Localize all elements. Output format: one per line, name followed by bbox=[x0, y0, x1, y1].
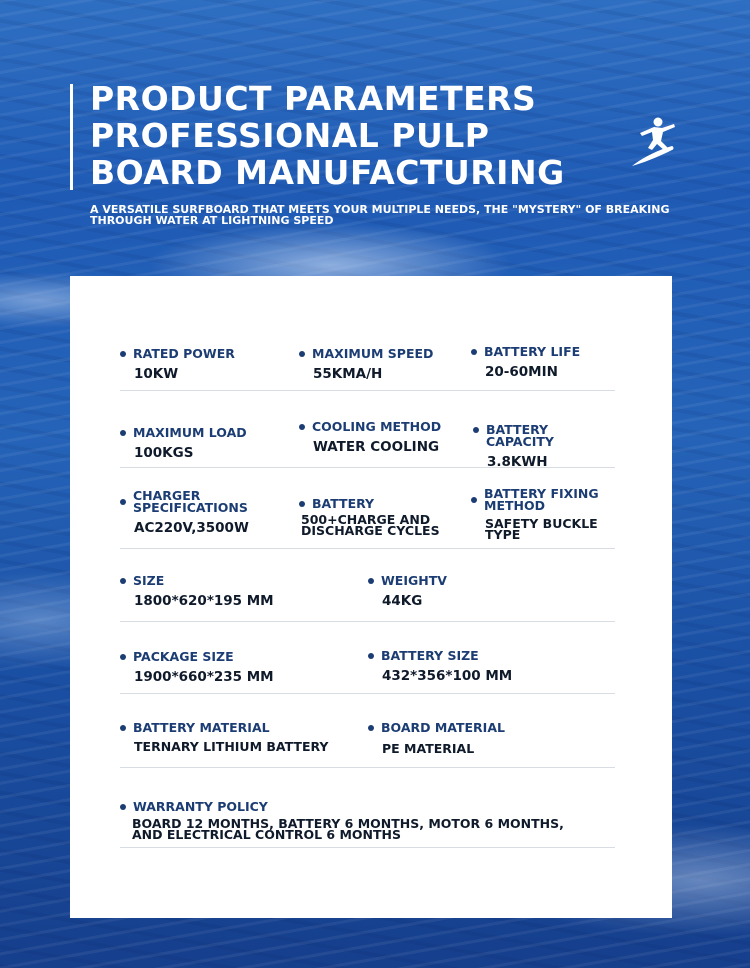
bullet-icon bbox=[368, 653, 374, 659]
spec-warranty-policy bbox=[120, 801, 564, 840]
title-line-1: PRODUCT PARAMETERS bbox=[90, 79, 537, 118]
page-subtitle: A VERSATILE SURFBOARD THAT MEETS YOUR MULTIPLE NEEDS, THE "MYSTERY" OF BREAKING THROUGH WATER AT LIGHTNING SPEED bbox=[90, 203, 670, 227]
spec-value: 3.8KWH bbox=[487, 454, 548, 470]
bullet-icon bbox=[120, 499, 126, 505]
spec-row bbox=[120, 346, 615, 391]
spec-label: WEIGHTV bbox=[381, 573, 447, 588]
spec-value: 55KMA/H bbox=[313, 366, 383, 382]
bullet-icon bbox=[120, 654, 126, 660]
spec-package-size bbox=[120, 651, 274, 683]
spec-label: MAXIMUM LOAD bbox=[133, 425, 247, 440]
bullet-icon bbox=[120, 351, 126, 357]
spec-value: WATER COOLING bbox=[313, 439, 440, 455]
spec-value bbox=[132, 818, 564, 840]
title-accent-bar bbox=[70, 84, 73, 190]
surfer-icon bbox=[628, 116, 678, 168]
spec-label: WARRANTY POLICY bbox=[133, 799, 268, 814]
title-line-3: BOARD MANUFACTURING bbox=[90, 153, 565, 192]
spec-card bbox=[70, 276, 672, 918]
spec-row bbox=[120, 488, 615, 549]
spec-label: SIZE bbox=[133, 573, 165, 588]
spec-value: TERNARY LITHIUM BATTERY bbox=[134, 739, 329, 754]
spec-label-line-2: METHOD bbox=[484, 498, 545, 513]
spec-rated-power bbox=[120, 348, 235, 380]
spec-value: 100KGS bbox=[134, 445, 194, 461]
spec-battery-fixing-method bbox=[471, 488, 615, 540]
bullet-icon bbox=[471, 349, 477, 355]
spec-label: BOARD MATERIAL bbox=[381, 720, 505, 735]
spec-label: PACKAGE SIZE bbox=[133, 649, 234, 664]
spec-label-line-1: CHARGER bbox=[133, 488, 201, 503]
spec-label: BATTERY SIZE bbox=[381, 648, 479, 663]
spec-value-line-1: BOARD 12 MONTHS, BATTERY 6 MONTHS, MOTOR 6 MONTHS, bbox=[132, 816, 564, 831]
bullet-icon bbox=[120, 578, 126, 584]
spec-label: COOLING METHOD bbox=[312, 419, 442, 434]
spec-maximum-speed bbox=[299, 348, 433, 380]
bullet-icon bbox=[368, 578, 374, 584]
spec-maximum-load bbox=[120, 427, 247, 459]
spec-row bbox=[120, 800, 615, 848]
spec-value: 432*356*100 MM bbox=[382, 668, 513, 684]
spec-value bbox=[301, 514, 440, 536]
spec-board-material bbox=[368, 722, 505, 754]
spec-value: 20-60MIN bbox=[485, 364, 558, 380]
spec-label: BATTERY bbox=[312, 496, 375, 511]
spec-value: PE MATERIAL bbox=[382, 741, 475, 756]
spec-label: BATTERY LIFE bbox=[484, 344, 581, 359]
spec-battery bbox=[299, 498, 440, 536]
spec-value-line-1: 500+CHARGE AND bbox=[301, 512, 431, 527]
spec-size bbox=[120, 575, 274, 607]
spec-charger-specifications bbox=[120, 490, 249, 534]
bullet-icon bbox=[299, 424, 305, 430]
spec-label: RATED POWER bbox=[133, 346, 235, 361]
spec-value: 44KG bbox=[382, 593, 423, 609]
spec-value: 1900*660*235 MM bbox=[134, 669, 274, 685]
spec-value: AC220V,3500W bbox=[134, 520, 249, 536]
spec-weight bbox=[368, 575, 447, 607]
spec-battery-size bbox=[368, 650, 512, 682]
spec-label-line-2: SPECIFICATIONS bbox=[133, 500, 248, 515]
bullet-icon bbox=[299, 351, 305, 357]
bullet-icon bbox=[368, 725, 374, 731]
title-line-2: PROFESSIONAL PULP bbox=[90, 116, 490, 155]
spec-row bbox=[120, 650, 615, 694]
spec-cooling-method bbox=[299, 421, 441, 453]
spec-value-line-2: AND ELECTRICAL CONTROL 6 MONTHS bbox=[132, 827, 401, 842]
spec-value: SAFETY BUCKLE TYPE bbox=[485, 516, 598, 542]
bullet-icon bbox=[473, 427, 479, 433]
spec-battery-life bbox=[471, 346, 580, 378]
bullet-icon bbox=[120, 725, 126, 731]
spec-value: 1800*620*195 MM bbox=[134, 593, 274, 609]
bullet-icon bbox=[120, 430, 126, 436]
bullet-icon bbox=[299, 501, 305, 507]
bullet-icon bbox=[120, 804, 126, 810]
spec-label-line-1: BATTERY FIXING bbox=[484, 486, 599, 501]
spec-label: BATTERY MATERIAL bbox=[133, 720, 270, 735]
spec-label: MAXIMUM SPEED bbox=[312, 346, 434, 361]
spec-battery-material bbox=[120, 722, 328, 752]
spec-row bbox=[120, 575, 615, 622]
spec-value-line-2: DISCHARGE CYCLES bbox=[301, 523, 440, 538]
spec-label: BATTERY CAPACITY bbox=[486, 422, 554, 449]
spec-row bbox=[120, 722, 615, 768]
spec-value: 10KW bbox=[134, 366, 179, 382]
spec-battery-capacity bbox=[473, 424, 615, 468]
bullet-icon bbox=[471, 497, 477, 503]
spec-row bbox=[120, 419, 615, 468]
